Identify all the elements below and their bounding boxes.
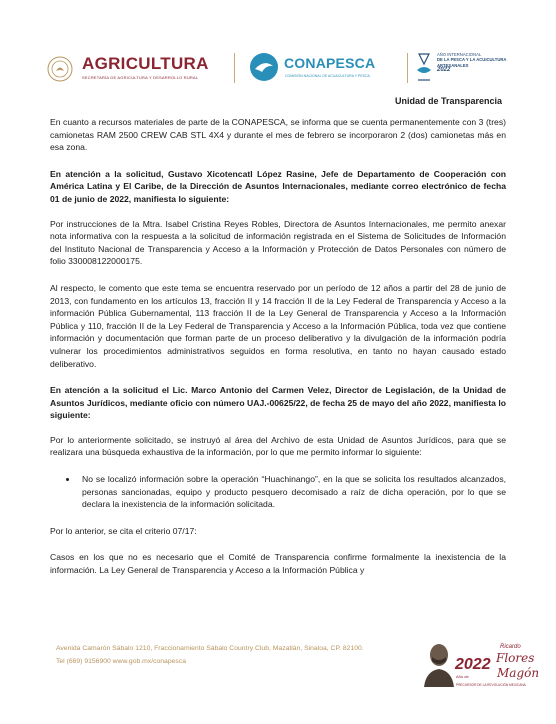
year-line-2: DE LA PESCA Y LA ACUICULTURA xyxy=(437,57,507,63)
year-line-1: AÑO INTERNACIONAL xyxy=(437,52,482,57)
fishing-year-text xyxy=(437,52,507,73)
year-line-3: ARTESANALES xyxy=(437,62,469,68)
agricultura-subtitle: SECRETARÍA DE AGRICULTURA Y DESARROLLO RURAL xyxy=(82,75,199,80)
footer-year-label: Año de xyxy=(456,674,469,679)
footer-contact: Tel (669) 9156900 www.gob.mx/conapesca xyxy=(56,658,186,665)
paragraph: Por lo anterior, se cita el criterio 07/17: xyxy=(50,525,197,536)
conapesca-logo-icon xyxy=(249,52,279,82)
footer-name-first: Ricardo xyxy=(500,644,521,650)
flores-magon-portrait-icon xyxy=(422,641,456,687)
letterhead xyxy=(0,0,556,106)
footer-address: Avenida Camarón Sábalo 1210, Fraccionamiento Sábalo Country Club, Mazatlán, Sinaloa, CP. 82100. xyxy=(56,645,364,652)
paragraph: Al respecto, le comento que este tema se encuentra reservado por un período de 12 años a partir del 28 de junio de 2013, con fundamento en los artículos 13, fracción II y 14 fracción II de la Ley Federal de Transparencia y Acceso a la información Pública Gubernamental, 113 fracción II de la Ley General de Transparencia y Acceso a la Información Pública y 110, fracción II de la Ley Federal de Transparencia y Acceso a la Información Pública, toda vez que contiene información y documentación que forman parte de un proceso deliberativo y la divulgación de la información podría vulnerar los procedimientos administrativos seguidos en forma resolutiva, en tanto no hayan causado estado deliberativo. xyxy=(50,282,506,369)
bullet-list xyxy=(50,473,506,511)
footer-name-last: Magón xyxy=(497,666,540,680)
bold-paragraph: En atención a la solicitud el Lic. Marco Antonio del Carmen Velez, Director de Legislación, de la Unidad de Asuntos Jurídicos, mediante oficio con número UAJ.-00625/22, de fecha 25 de mayo del año 2022, manifiesta lo siguiente: xyxy=(50,385,506,421)
paragraph: En cuanto a recursos materiales de parte de la CONAPESCA, se informa que se cuenta permanentemente con 3 (tres) camionetas RAM 2500 CREW CAB STL 4X4 y durante el mes de febrero se incorporaron 2 (dos) camionetas más en esa zona. xyxy=(50,117,506,153)
footer-name-mid: Flores xyxy=(496,651,535,665)
letter-body xyxy=(50,116,506,591)
list-item: • No se localizó información sobre la operación “Huachinango”, en la que se solicita los resultados alcanzados, personas sancionadas, equipo y producto pesquero decomisado a raíz de dicha operación, por lo que se declara la inexistencia de la información solicitada. xyxy=(78,473,506,511)
footer-year: 2022 xyxy=(455,656,491,673)
footer-precursor: PRECURSOR DE LA REVOLUCIÓN MEXICANA xyxy=(456,683,526,687)
header-divider xyxy=(407,53,408,83)
paragraph: Por instrucciones de la Mtra. Isabel Cristina Reyes Robles, Directora de Asuntos Internacionales, me permito anexar nota informativa con la respuesta a la solicitud de información registrada en el Sistema de Solicitudes de Información del Instituto Nacional de Transparencia y Acceso a la Información y Protección de Datos Personales con número de folio 330008122000175. xyxy=(50,218,506,267)
bold-paragraph: En atención a la solicitud, Gustavo Xicotencatl López Rasine, Jefe de Departamento de Cooperación con América Latina y El Caribe, de la Dirección de Asuntos Internacionales, mediante correo electrónico de fecha 01 de junio de 2022, manifiesta lo siguiente: xyxy=(50,168,506,204)
mexico-seal-icon xyxy=(47,56,73,82)
paragraph: Casos en los que no es necesario que el Comité de Transparencia confirme formalmente la inexistencia de la información. La Ley General de Transparencia y Acceso a la Información Pública y xyxy=(50,552,506,576)
year-number: 2022 xyxy=(437,66,451,73)
conapesca-logo-text: CONAPESCA xyxy=(284,55,376,71)
conapesca-subtitle: COMISIÓN NACIONAL DE ACUACULTURA Y PESCA xyxy=(285,74,370,78)
paragraph: Por lo anteriormente solicitado, se instruyó al área del Archivo de esta Unidad de Asuntos Jurídicos, para que se realizara una búsqueda exhaustiva de la información, por lo que me permito informar lo siguiente: xyxy=(50,434,506,458)
unit-title: Unidad de Transparencia xyxy=(394,96,502,106)
letter-footer xyxy=(0,636,556,724)
agricultura-logo-text: AGRICULTURA xyxy=(82,54,209,73)
header-divider xyxy=(234,53,235,83)
fishing-year-emblem-icon xyxy=(415,50,433,84)
